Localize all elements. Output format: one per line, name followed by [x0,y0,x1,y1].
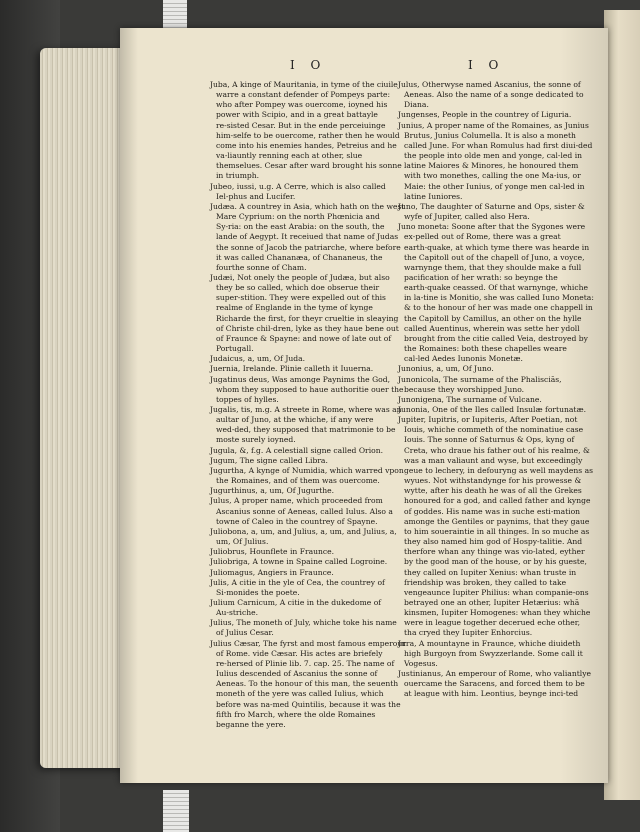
dictionary-entry: Juno moneta: Soone after that the Sygones were ex‑pelled out of Rome, there was a great earth‑quake, at which tyme there was hearde in the Capitoll out of the chapell of Juno, a voyce, warnynge them, that they shoulde make a full pacification of her wrath: so beynge the earth‑quake ceassed. Of that warnynge, whiche in la‑tine is Monitio, she was called Iuno Moneta: & to the honour of her was made one chappell in the Capitoll by Camillus, an other on the hylle called Auentinus, wherein was sette her ydoll brought from the citie called Veia, destroyed by the Romaines: both these chapelles weare cal‑led Aedes Iunonis Monetæ. [398,222,594,364]
page-folio-left: I O [290,58,327,72]
book-page-edges [40,48,132,768]
dictionary-entry: Juliobrus, Hounflete in Fraunce. [210,547,335,557]
dictionary-entry: Justinianus, An emperour of Rome, who valiantlye ouercame the Saracens, and forced them to be at league with him. Leontius, beynge inci‑ted [398,669,591,699]
dictionary-entry: Juba, A kinge of Mauritania, in tyme of the ciuile warre a constant defender of Pompeys parte: who after Pompey was ouercome, ioyned his power with Scipio, and in a great battayle re‑sisted Cesar. But in the ende perceiuinge him‑selfe to be ouercome, rather then he would come into his enemies handes, Petreius and he va‑liauntly renning each at other, slue themselues. Cesar after ward brought his sonne in triumph. [210,80,402,181]
dictionary-entry: Juliomagus, Angiers in Fraunce. [210,567,334,577]
dictionary-entry: Junonia, One of the Iles called Insulæ fortunatæ. [398,405,587,414]
page-folio-right: I O [468,58,505,72]
dictionary-entry: Jugurtha, A kynge of Numidia, which warred vpon the Romaines, and of them was ouercome. [210,465,404,486]
dictionary-entry: Juliobriga, A towne in Spaine called Logroine. [210,557,388,567]
dictionary-entry: Judaicus, a, um, Of Juda. [210,354,306,364]
dictionary-entry: Jura, A mountayne in Fraunce, whiche diuideth high Burgoyn from Swyzzerlande. Some call it Vogesus. [398,638,583,668]
dictionary-entry: Jugula, &, f.g. A celestiall signe called Orion. [210,445,383,455]
dictionary-entry: Junonicola, The surname of the Phalisciās, because they worshipped Juno. [398,374,562,394]
measuring-ruler-bottom [163,790,189,832]
dictionary-entry: Jugalis, tis, m.g. A streete in Rome, where was an aultar of Juno, at the whiche, if any were wed‑ded, they supposed that matrimonie to be moste surely ioyned. [210,405,402,445]
dictionary-entry: Julus, Otherwyse named Ascanius, the sonne of Aeneas. Also the name of a songe dedicated to Diana. [398,80,584,110]
dictionary-entry: Julium Carnicum, A citie in the dukedome of Au‑striche. [210,597,382,618]
dictionary-entry: Jugatinus deus, Was amonge Paynims the God, whom they supposed to haue authoritie ouer the toppes of hylles. [210,374,404,404]
dictionary-entry: Jugurthinus, a, um, Of Jugurthe. [210,486,335,496]
measuring-ruler-top [163,0,187,30]
dictionary-entry: Jupiter, Iupitris, or Iupiteris, After Poetian, not Iouis, whiche commeth of the nominatiue case Iouis. The sonne of Saturnus & Ops, kyng of Creta, who draue his father out of his realme, & was a man valiaunt and wyse, but exceedingly geue to lechery, in defouryng as well maydens as wyues. Not withstandynge for his prowesse & wytte, after his death he was of all the Grekes honoured for a god, and called father and kynge of goddes. His name was in suche esti‑mation amonge the Gentiles or paynims, that they gaue to him soueraintie in all thinges. In so muche as they also named him god of Hospy‑talitie. And therfore whan any thinge was vio‑lated, eyther by the good man of the house, or by his gueste, they called on Iupiter Xenius: whan truste in friendship was broken, they called to take vengeaunce Iupiter Philius: whan companie‑ons betrayed one an other, Iupiter Hetærius: whā kinsmen, Iupiter Homogenes: whan they whiche were in league together decerued eche other, tha cryed they Iupiter Enhorcius. [398,415,594,638]
dictionary-entry: Julus, A proper name, which proceeded from Ascanius sonne of Aeneas, called Iulus. Also a towne of Caleo in the countrey of Spayne. [210,496,393,526]
dictionary-entry: Julius Cæsar, The fyrst and most famous emperour of Rome. vide Cæsar. His actes are briefely re‑hersed of Plinie lib. 7. cap. 25. The name of Iulius descended of Ascanius the sonne of Aeneas. To the honour of this man, the seuenth moneth of the yere was called Iulius, which before was na‑med Quintilis, because it was the fifth fro March, where the olde Romaines beganne the yere. [210,638,406,729]
dictionary-entry: Judæi, Not onely the people of Judæa, but also they be so called, which doe obserue their super‑stition. They were expelled out of this realme of Englande in the tyme of kynge Richarde the first, for theyr crueltie in sleaying of Christe chil‑dren, lyke as they haue bene out of Fraunce & Spayne: and nowe of late out of Portugall. [210,272,399,354]
dictionary-entry: Junius, A proper name of the Romaines, as Junius Brutus, Junius Columella. It is also a moneth called June. For whan Romulus had first diui‑ded the people into olde men and yonge, cal‑led in latine Maiores & Minores, he honoured them with two monethes, calling the one Ma‑ius, or Maie: the other Iunius, of yonge men cal‑led in latine Iuniores. [398,120,593,201]
dictionary-column-right [398,80,594,700]
dictionary-entry: Junonius, a, um, Of Juno. [398,364,494,374]
dictionary-entry: Juliobona, a, um, and Julius, a, um, and Julius, a, um, Of Julius. [210,526,397,547]
dictionary-entry: Jungenses, People in the countrey of Liguria. [398,110,572,120]
facing-page-edge [604,10,640,800]
dictionary-entry: Junonigena, The surname of Vulcane. [398,394,542,404]
dictionary-entry: Jugum, The signe called Libra. [210,455,328,465]
dictionary-entry: Juno, The daughter of Saturne and Ops, sister & wyfe of Jupiter, called also Hera. [398,201,585,222]
dictionary-entry: Jubeo, iussi, u.g. A Cerre, which is also called Iel‑phus and Lucifer. [210,181,386,201]
dictionary-entry: Juernia, Irelande. Plinie calleth it Iuuerna. [210,364,374,374]
dictionary-entry: Judæa. A countrey in Asia, which hath on the west Mare Cyprium: on the north Phœnicia and Sy‑ria: on the east Arabia: on the south, the lande of Aegypt. It receiued that name of Judas the sonne of Jacob the patriarche, where before it was called Chananæa, of Chananeus, the fourthe sonne of Cham. [210,201,405,272]
dictionary-entry: Julis, A citie in the yle of Cea, the countrey of Si‑monides the poete. [210,577,385,597]
dictionary-column-left [210,80,406,730]
dictionary-entry: Julius, The moneth of July, whiche toke his name of Julius Cesar. [210,618,397,638]
